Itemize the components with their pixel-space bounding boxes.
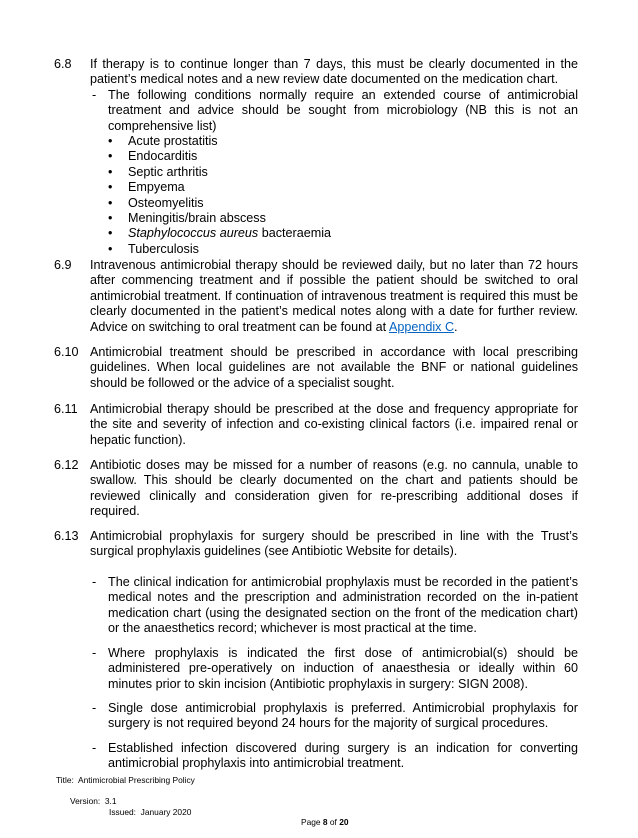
bullet-icon: • [108, 164, 113, 179]
section-6-9 [54, 258, 578, 335]
list-item: • Septic arthritis [108, 164, 208, 179]
dash-item-6-13-3 [54, 701, 578, 732]
bullet-icon: • [108, 226, 113, 241]
dash-item [90, 88, 578, 134]
section-number: 6.13 [54, 529, 79, 543]
list-item: • Meningitis/brain abscess [108, 211, 266, 226]
dash-item-6-13-1 [54, 575, 578, 637]
section-text: Intravenous antimicrobial therapy should be reviewed daily, but no later than 72 hours after commencing treatment and if possible the patient should be switched to oral antimicrobial treatment. If continuation of intravenous treatment is required this must be clearly documented in the patient’s medical notes along with a date for further review. Advice on switching to oral treatment can be found at Appendix C. [90, 258, 578, 334]
section-text: If therapy is to continue longer than 7 days, this must be clearly documented in the patient’s medical notes and a new review date documented on the medication chart. [90, 57, 578, 87]
section-6-13 [54, 529, 578, 560]
bullet-icon: • [108, 149, 113, 164]
section-number: 6.11 [54, 402, 78, 416]
bullet-icon: • [108, 195, 113, 210]
section-6-12 [54, 458, 578, 520]
section-number: 6.9 [54, 258, 72, 272]
list-item: • Acute prostatitis [108, 134, 218, 149]
dash-item: - The clinical indication for antimicrobial prophylaxis must be recorded in the patient’s medical notes and the prescription and administration recorded on the in-patient medication chart (using the designated section on the front of the medication chart) or the anaesthetics record; whichever is most practical at the time. [92, 575, 578, 636]
dash-item-6-13-2 [54, 646, 578, 692]
section-6-10 [54, 345, 578, 391]
section-number: 6.10 [54, 345, 79, 359]
bullet-icon: • [108, 134, 113, 149]
list-item: • Tuberculosis [108, 241, 199, 256]
page-number: Page 8 of 20 [301, 817, 349, 827]
section-6-8 [54, 57, 578, 257]
page-footer [56, 775, 349, 838]
bullet-icon: • [108, 180, 113, 195]
list-item: • Osteomyelitis [108, 195, 204, 210]
section-text: Antibiotic doses may be missed for a number of reasons (e.g. no cannula, unable to swallow. This should be clearly documented on the chart and patients should be reviewed clinically and consideration given for re-prescribing additional doses if required. [90, 458, 578, 519]
organism-name: Staphylococcus aureus [128, 226, 259, 241]
section-text: Antimicrobial therapy should be prescribed at the dose and frequency appropriate for the site and severity of infection and co-existing clinical factors (i.e. impaired renal or hepatic function). [90, 402, 578, 447]
section-text: Antimicrobial treatment should be prescribed in accordance with local prescribing guidelines. When local guidelines are not available the BNF or national guidelines should be followed or the advice of a specialist sought. [90, 345, 578, 390]
dash-marker: - [92, 741, 97, 755]
dash-marker: - [92, 701, 97, 715]
dash-item: - Single dose antimicrobial prophylaxis is preferred. Antimicrobial prophylaxis for surgery is not required beyond 24 hours for the majority of surgical procedures. [92, 701, 578, 731]
appendix-c-link[interactable]: Appendix C [388, 319, 455, 334]
bullet-icon: • [108, 211, 113, 226]
section-6-11 [54, 402, 578, 448]
footer-issued: Issued: January 2020 [109, 806, 192, 817]
section-number: 6.8 [54, 57, 72, 71]
condition-list [90, 134, 578, 257]
list-item: • Empyema [108, 180, 185, 195]
bullet-icon: • [108, 241, 113, 256]
list-item: • Endocarditis [108, 149, 198, 164]
footer-title: Title: Antimicrobial Prescribing Policy [56, 775, 195, 785]
dash-marker: - [92, 87, 97, 102]
footer-version: Version: 3.1 [69, 796, 117, 806]
dash-marker: - [92, 575, 97, 589]
dash-item-text: The following conditions normally require an extended course of antimicrobial treatment and advice should be sought from microbiology (NB this is not an comprehensive list) [108, 87, 578, 133]
section-text: Antimicrobial prophylaxis for surgery should be prescribed in line with the Trust’s surgical prophylaxis guidelines (see Antibiotic Website for details). [90, 529, 578, 559]
dash-item-6-13-4 [54, 741, 578, 772]
list-item: • Staphylococcus aureus bacteraemia [108, 226, 332, 241]
dash-item: - Where prophylaxis is indicated the first dose of antimicrobial(s) should be administered pre-operatively on induction of anaesthesia or ideally within 60 minutes prior to skin incision (Antibiotic prophylaxis in surgery: SIGN 2008). [92, 646, 578, 691]
section-number: 6.12 [54, 458, 79, 472]
dash-marker: - [92, 646, 97, 660]
dash-item: - Established infection discovered during surgery is an indication for converting antimicrobial prophylaxis into antimicrobial treatment. [92, 741, 578, 771]
